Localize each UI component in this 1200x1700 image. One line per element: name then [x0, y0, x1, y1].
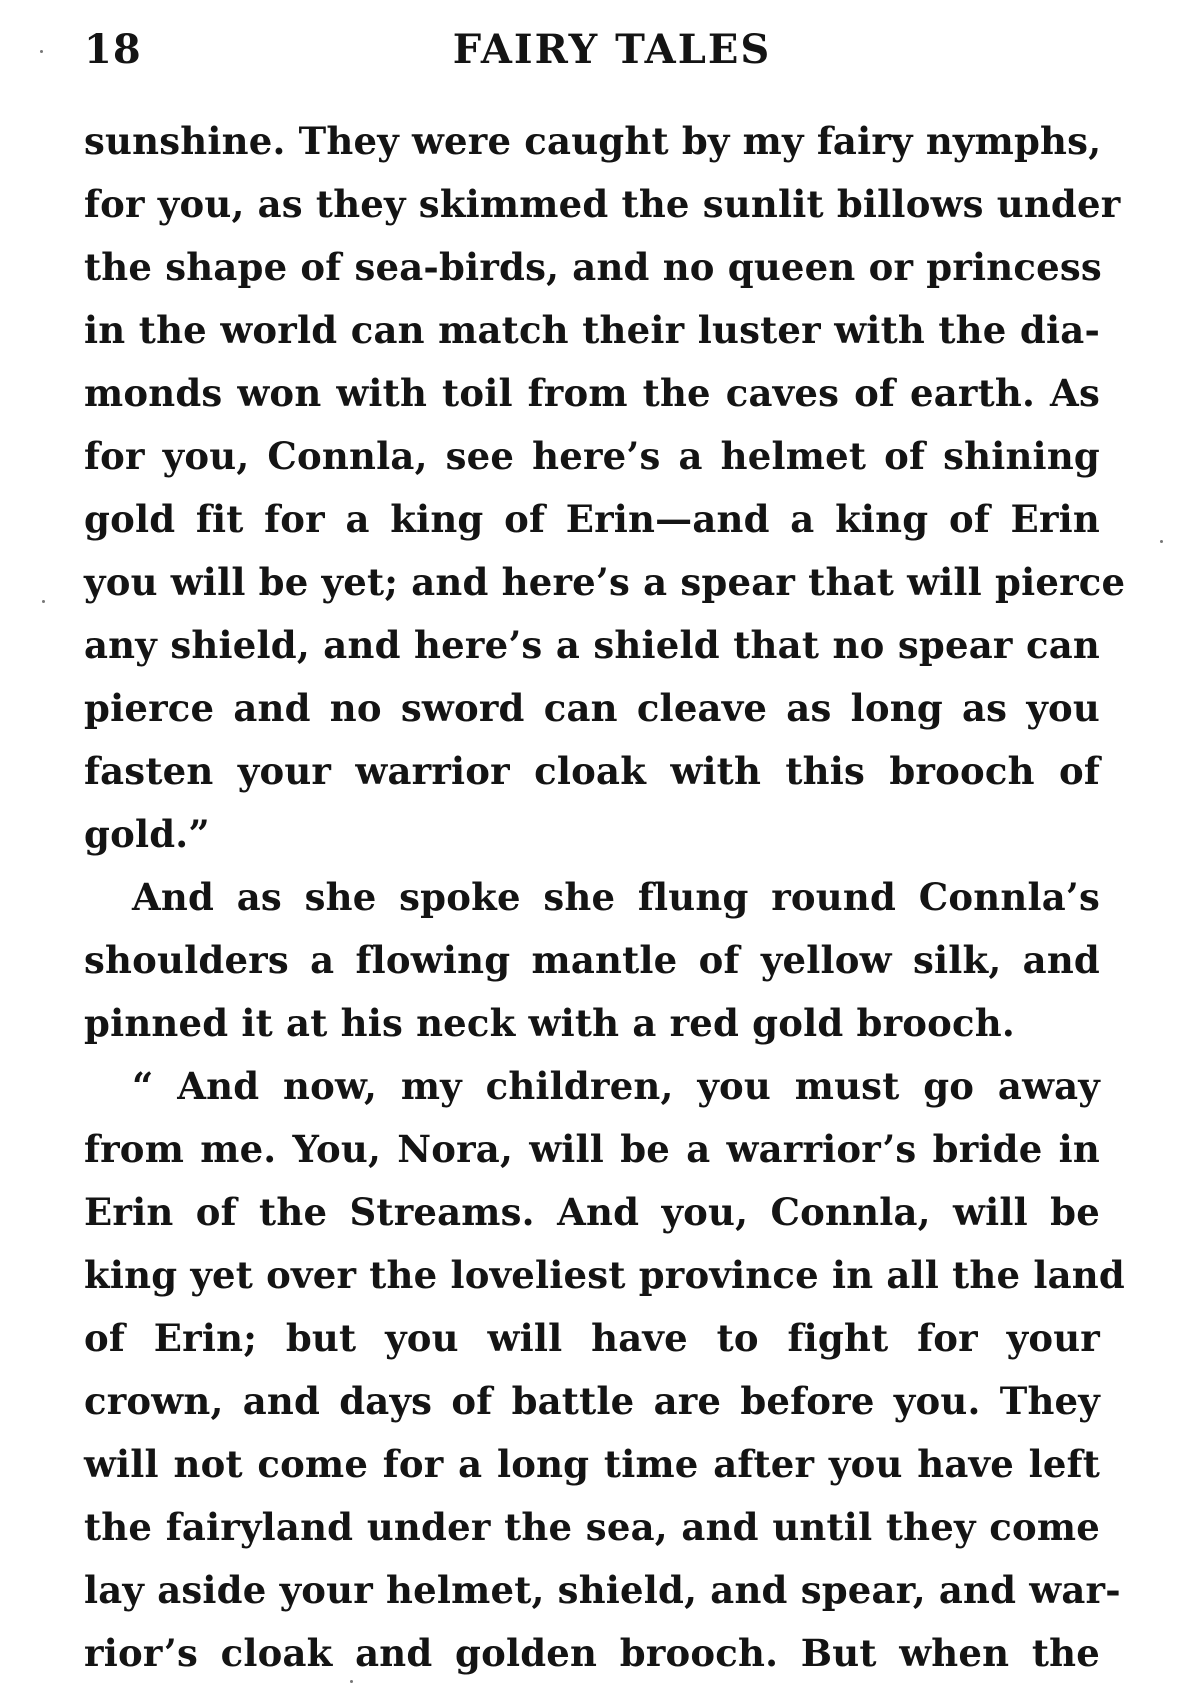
- scan-speck: [42, 600, 45, 603]
- text-line: sunshine. They were caught by my fairy nymphs,: [84, 119, 1102, 163]
- scan-speck: [1160, 540, 1163, 543]
- text-line: pinned it at his neck with a red gold brooch.: [84, 1001, 1015, 1045]
- text-line: for you, Connla, see here’s a helmet of shining: [84, 434, 1100, 478]
- text-line: king yet over the loveliest province in all the land: [84, 1253, 1125, 1297]
- text-line: for you, as they skimmed the sunlit billows under: [84, 182, 1121, 226]
- text-line: pierce and no sword can cleave as long as you: [84, 686, 1100, 730]
- running-head: FAIRY TALES: [452, 26, 772, 73]
- text-line: from me. You, Nora, will be a warrior’s bride in: [84, 1127, 1100, 1171]
- text-line: lay aside your helmet, shield, and spear, and war-: [84, 1568, 1121, 1612]
- page-number: 18: [84, 26, 142, 73]
- text-line: rior’s cloak and golden brooch. But when the: [84, 1631, 1100, 1675]
- text-line: will not come for a long time after you have left: [84, 1442, 1100, 1486]
- text-line: “ And now, my children, you must go away: [132, 1064, 1100, 1108]
- text-line: fasten your warrior cloak with this brooch of: [84, 749, 1100, 793]
- text-line: the fairyland under the sea, and until they come: [84, 1505, 1100, 1549]
- page-header: [84, 20, 1100, 80]
- text-line: gold fit for a king of Erin—and a king of Erin: [84, 497, 1100, 541]
- text-line: of Erin; but you will have to fight for your: [84, 1316, 1100, 1360]
- text-line: And as she spoke she flung round Connla’s: [132, 875, 1100, 919]
- text-line: gold.”: [84, 812, 210, 856]
- text-line: in the world can match their luster with the dia-: [84, 308, 1100, 352]
- scan-speck: [40, 50, 43, 53]
- text-line: you will be yet; and here’s a spear that will pierce: [84, 560, 1126, 604]
- body-text: [84, 110, 1126, 1685]
- scan-speck: [350, 1680, 353, 1683]
- text-line: monds won with toil from the caves of earth. As: [84, 371, 1100, 415]
- text-line: any shield, and here’s a shield that no spear can: [84, 623, 1100, 667]
- text-line: shoulders a flowing mantle of yellow silk, and: [84, 938, 1100, 982]
- paragraph: [84, 866, 1100, 1055]
- text-line: the shape of sea-birds, and no queen or princess: [84, 245, 1102, 289]
- text-line: Erin of the Streams. And you, Connla, will be: [84, 1190, 1100, 1234]
- paragraph: [84, 1055, 1125, 1685]
- text-line: crown, and days of battle are before you. They: [84, 1379, 1100, 1423]
- paragraph: [84, 110, 1126, 866]
